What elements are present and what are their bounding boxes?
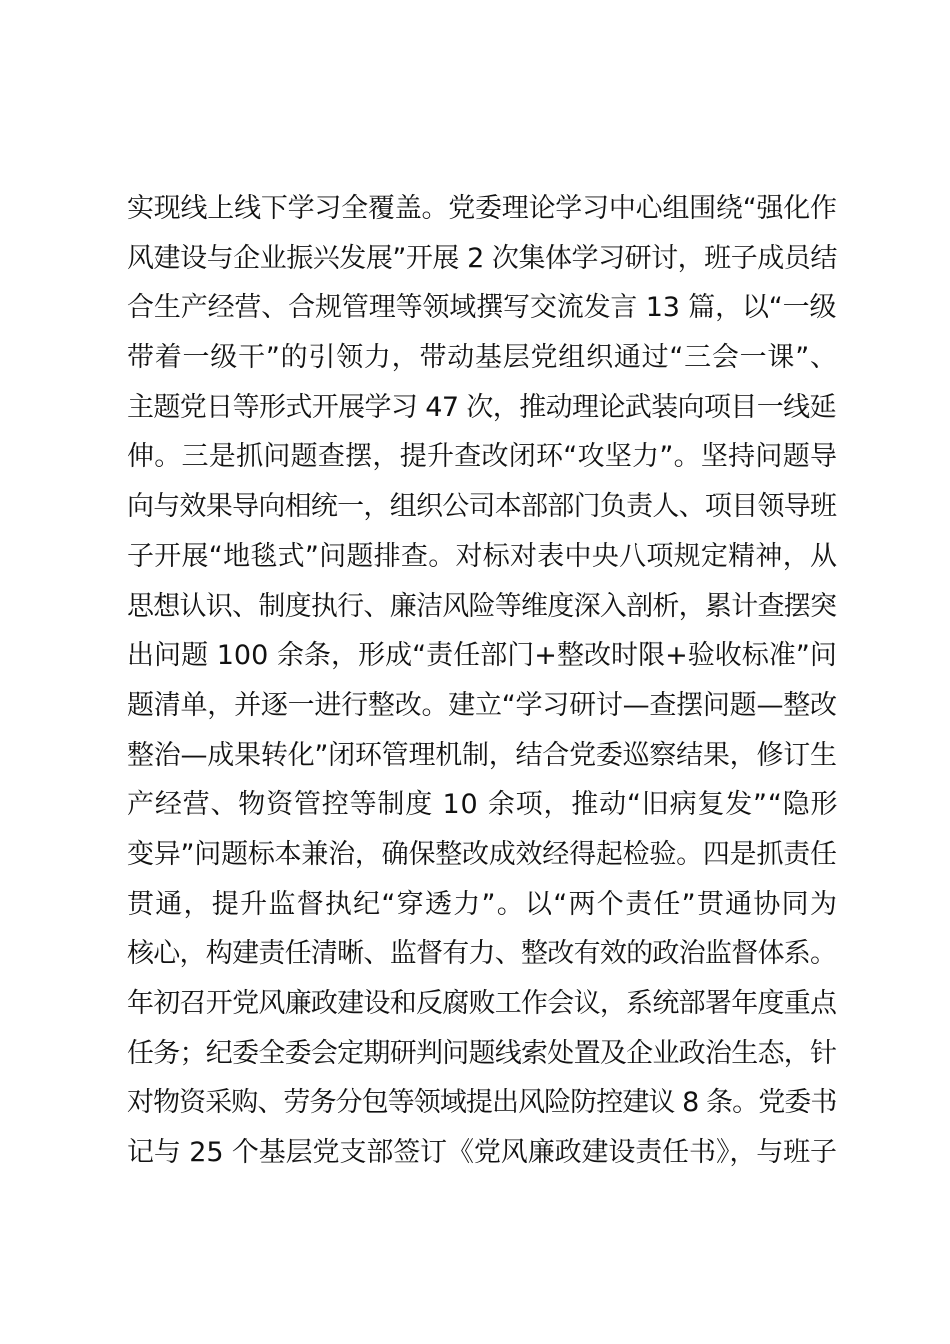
text-line-11: 题清单，并逐一进行整改。建立“学习研讨—查摆问题—整改: [127, 689, 837, 721]
text-line-2: 风建设与企业振兴发展”开展 2 次集体学习研讨，班子成员结: [127, 242, 837, 274]
text-line-12: 整治—成果转化”闭环管理机制，结合党委巡察结果，修订生: [127, 739, 837, 771]
text-line-14: 变异”问题标本兼治，确保整改成效经得起检验。四是抓责任: [127, 838, 837, 870]
text-line-15: 贯通，提升监督执纪“穿透力”。以“两个责任”贯通协同为: [127, 888, 839, 920]
text-line-3: 合生产经营、合规管理等领域撰写交流发言 13 篇，以“一级: [127, 292, 837, 324]
text-line-18: 任务；纪委全委会定期研判问题线索处置及企业政治生态，针: [127, 1037, 837, 1069]
text-line-19: 对物资采购、劳务分包等领域提出风险防控建议 8 条。党委书: [127, 1087, 837, 1119]
text-line-1: 实现线上线下学习全覆盖。党委理论学习中心组围绕“强化作: [127, 193, 837, 224]
text-line-10: 出问题 100 余条，形成“责任部门+整改时限+验收标准”问: [127, 640, 837, 672]
body-paragraph: [127, 184, 837, 1178]
text-line-4: 带着一级干”的引领力，带动基层党组织通过“三会一课”、: [127, 342, 838, 374]
text-line-9: 思想认识、制度执行、廉洁风险等维度深入剖析，累计查摆突: [127, 590, 837, 622]
text-line-17: 年初召开党风廉政建设和反腐败工作会议，系统部署年度重点: [127, 988, 837, 1019]
text-line-5: 主题党日等形式开展学习 47 次，推动理论武装向项目一线延: [127, 391, 836, 423]
text-line-16: 核心，构建责任清晰、监督有力、整改有效的政治监督体系。: [127, 938, 837, 970]
text-line-8: 子开展“地毯式”问题排查。对标对表中央八项规定精神，从: [127, 540, 838, 572]
text-line-13: 产经营、物资管控等制度 10 余项，推动“旧病复发”“隐形: [127, 789, 839, 821]
text-line-20: 记与 25 个基层党支部签订《党风廉政建设责任书》，与班子: [127, 1137, 837, 1169]
text-line-7: 向与效果导向相统一，组织公司本部部门负责人、项目领导班: [127, 491, 837, 523]
text-line-6: 伸。三是抓问题查摆，提升查改闭环“攻坚力”。坚持问题导: [127, 441, 838, 473]
